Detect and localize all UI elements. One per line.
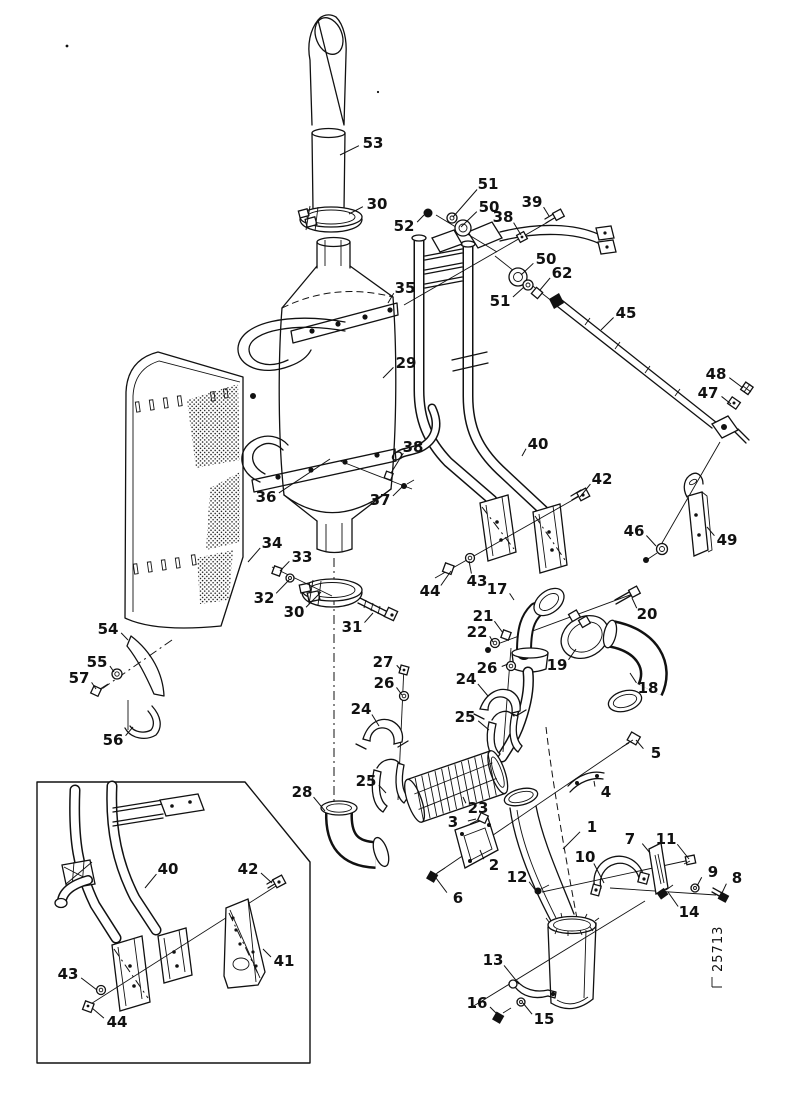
callout-label-51: 51 [477, 175, 499, 193]
callout-leader [490, 1007, 498, 1015]
support-rod [549, 293, 753, 563]
callout-label-30: 30 [283, 603, 305, 621]
callout-label-16: 16 [466, 994, 488, 1012]
heat-shield [125, 352, 243, 628]
callout-label-7: 7 [624, 830, 636, 848]
callout-leader [729, 378, 743, 388]
callout-label-28: 28 [291, 783, 313, 801]
callout-label-31: 31 [341, 618, 363, 636]
callout-leader [396, 687, 402, 695]
callout-label-48: 48 [705, 365, 727, 383]
callout-label-56: 56 [102, 731, 124, 749]
callout-label-15: 15 [533, 1010, 555, 1028]
callout-label-62: 62 [551, 264, 573, 282]
callout-leader [261, 873, 272, 883]
callout-leader [110, 666, 114, 672]
callout-label-40: 40 [157, 860, 179, 878]
callout-label-36: 36 [255, 488, 277, 506]
callout-label-40: 40 [527, 435, 549, 453]
callout-layer [58, 134, 743, 1031]
callout-leader [280, 561, 289, 571]
callout-label-55: 55 [86, 653, 108, 671]
callout-leader [417, 215, 424, 222]
callout-label-35: 35 [394, 279, 416, 297]
callout-label-9: 9 [707, 863, 719, 881]
callout-leader [630, 673, 636, 683]
callout-leader [383, 367, 393, 378]
callout-label-19: 19 [546, 656, 568, 674]
callout-label-18: 18 [637, 679, 659, 697]
callout-label-13: 13 [482, 951, 504, 969]
callout-label-5: 5 [650, 744, 662, 762]
callout-leader [436, 878, 447, 893]
callout-label-10: 10 [574, 848, 596, 866]
figure-number-tick [712, 977, 722, 987]
callout-leader [92, 1008, 104, 1018]
callout-leader [544, 207, 549, 216]
callout-label-47: 47 [697, 384, 719, 402]
callout-leader [677, 844, 689, 859]
callout-leader [248, 548, 260, 562]
callout-leader [642, 844, 650, 853]
callout-leader [145, 874, 156, 888]
callout-leader [697, 877, 702, 886]
callout-label-26: 26 [373, 674, 395, 692]
callout-label-42: 42 [237, 860, 259, 878]
callout-label-41: 41 [273, 952, 295, 970]
callout-leader [540, 278, 550, 290]
callout-leader [453, 189, 477, 217]
callout-label-27: 27 [372, 653, 394, 671]
callout-label-34: 34 [261, 534, 283, 552]
callout-leader [121, 633, 128, 640]
callout-leader [276, 580, 289, 593]
callout-label-43: 43 [466, 572, 488, 590]
callout-label-26: 26 [476, 659, 498, 677]
callout-label-44: 44 [106, 1013, 128, 1031]
callout-label-44: 44 [419, 582, 441, 600]
callout-leader [494, 621, 503, 633]
callout-label-22: 22 [466, 623, 488, 641]
callout-leader [513, 287, 524, 297]
callout-label-11: 11 [655, 830, 677, 848]
callout-leader [364, 613, 373, 623]
callout-label-21: 21 [472, 607, 494, 625]
callout-label-38: 38 [402, 438, 424, 456]
callout-label-32: 32 [253, 589, 275, 607]
callout-label-14: 14 [678, 903, 700, 921]
callout-label-53: 53 [362, 134, 384, 152]
callout-label-38: 38 [492, 208, 514, 226]
callout-leader [594, 781, 595, 787]
callout-label-49: 49 [716, 531, 738, 549]
callout-label-24: 24 [455, 670, 477, 688]
callout-label-45: 45 [615, 304, 637, 322]
callout-label-50: 50 [478, 198, 500, 216]
callout-label-37: 37 [369, 491, 391, 509]
callout-leader [601, 317, 614, 330]
inset-support-assembly [55, 786, 286, 1012]
callout-leader [468, 819, 476, 821]
callout-label-50: 50 [535, 250, 557, 268]
muffler-strap-upper [238, 303, 398, 399]
callout-leader [722, 884, 726, 893]
callout-label-8: 8 [731, 869, 743, 887]
callout-label-46: 46 [623, 522, 645, 540]
callout-label-24: 24 [350, 700, 372, 718]
callout-label-54: 54 [97, 620, 119, 638]
callout-leader [279, 459, 330, 493]
tailpipe [492, 913, 599, 1024]
callout-label-30: 30 [366, 195, 388, 213]
callout-leader [522, 449, 526, 456]
callout-label-6: 6 [452, 889, 464, 907]
callout-leader [340, 146, 359, 155]
callout-label-23: 23 [467, 799, 489, 817]
callout-label-1: 1 [586, 818, 598, 836]
exhaust-stack [309, 14, 348, 214]
callout-leader [510, 593, 514, 600]
callout-label-12: 12 [506, 868, 528, 886]
callout-label-25: 25 [355, 772, 377, 790]
callout-label-17: 17 [486, 580, 508, 598]
print-specks [66, 45, 380, 94]
callout-label-43: 43 [57, 965, 79, 983]
figure-number: 25713 [711, 925, 726, 972]
shield-lower-pieces [91, 636, 172, 738]
muffler-strap-lower [242, 436, 396, 492]
callout-leader [81, 978, 97, 990]
callout-label-29: 29 [395, 354, 417, 372]
callout-leader [478, 684, 488, 696]
callout-label-52: 52 [393, 217, 415, 235]
callout-label-4: 4 [600, 783, 612, 801]
callout-label-51: 51 [489, 292, 511, 310]
callout-leader [646, 536, 656, 546]
callout-label-33: 33 [291, 548, 313, 566]
callout-leader [393, 487, 402, 496]
callout-label-3: 3 [447, 813, 459, 831]
callout-label-42: 42 [591, 470, 613, 488]
callout-label-39: 39 [521, 193, 543, 211]
callout-leader [478, 721, 489, 730]
callout-label-20: 20 [636, 605, 658, 623]
callout-leader [563, 832, 580, 849]
stack-clamp-top [298, 206, 362, 232]
callout-leader [668, 892, 678, 906]
callout-label-2: 2 [488, 856, 500, 874]
callout-leader [523, 1003, 532, 1014]
callout-label-25: 25 [454, 708, 476, 726]
callout-leader [636, 740, 643, 749]
callout-label-57: 57 [68, 669, 90, 687]
callout-leader [263, 949, 271, 957]
